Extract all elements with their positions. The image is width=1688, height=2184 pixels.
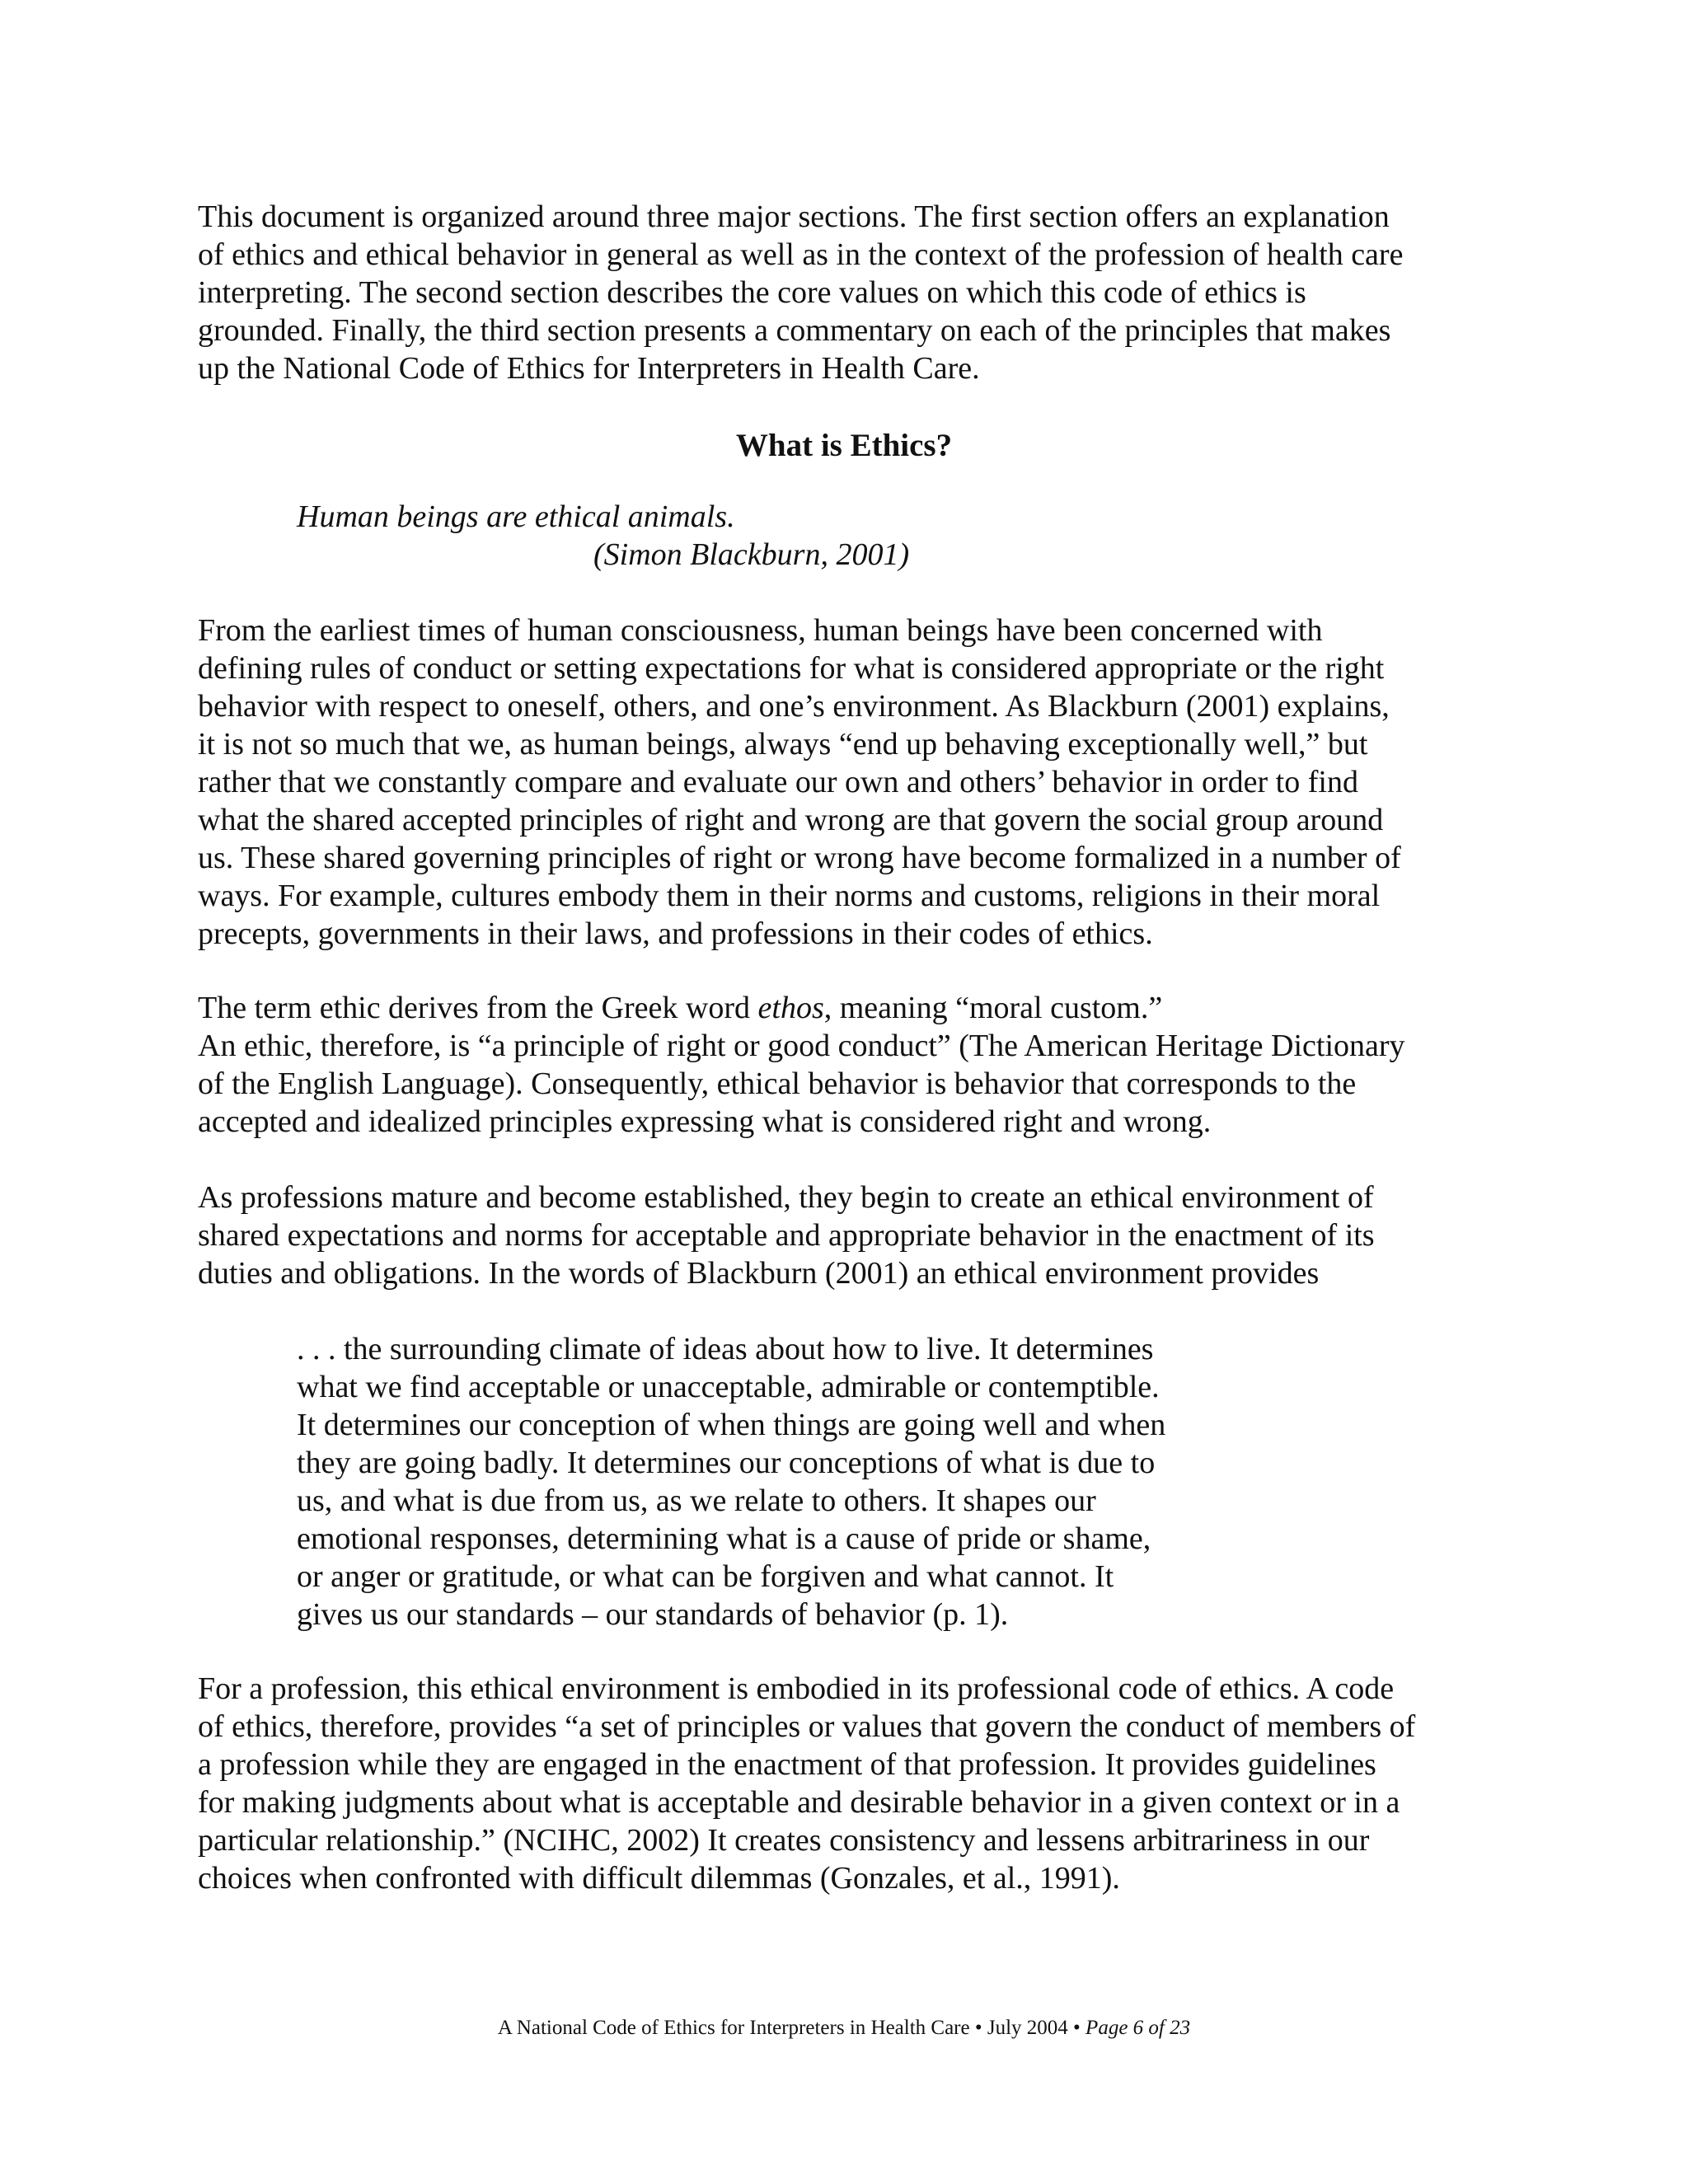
block-quote — [297, 1330, 1286, 1633]
text-line: behavior with respect to oneself, others, and one’s environment. As Blackburn (2001) explains, — [198, 689, 1390, 724]
text-line: defining rules of conduct or setting expectations for what is considered appropriate or the right — [198, 651, 1385, 686]
text-line: for making judgments about what is acceptable and desirable behavior in a given context or in a — [198, 1785, 1400, 1820]
text-line: This document is organized around three major sections. The first section offers an explanation — [198, 199, 1390, 234]
text-line: shared expectations and norms for acceptable and appropriate behavior in the enactment of its — [198, 1218, 1375, 1253]
text-line: of ethics, therefore, provides “a set of principles or values that govern the conduct of members of — [198, 1709, 1416, 1744]
page-number: Page 6 of 23 — [1085, 2017, 1191, 2039]
footer-text: A National Code of Ethics for Interpreters in Health Care • July 2004 • — [497, 2017, 1086, 2039]
text-line: For a profession, this ethical environment is embodied in its professional code of ethics. A code — [198, 1671, 1395, 1706]
code-paragraph — [198, 1670, 1517, 1897]
text-line: From the earliest times of human consciousness, human beings have been concerned with — [198, 613, 1323, 648]
quote-line: It determines our conception of when things are going well and when — [297, 1408, 1166, 1442]
term-line-start: The term ethic derives from the Greek word — [198, 991, 758, 1025]
text-line: up the National Code of Ethics for Interpreters in Health Care. — [198, 351, 980, 386]
text-line: accepted and idealized principles expressing what is considered right and wrong. — [198, 1104, 1212, 1139]
text-line: what the shared accepted principles of right and wrong are that govern the social group around — [198, 803, 1384, 837]
text-line: duties and obligations. In the words of Blackburn (2001) an ethical environment provides — [198, 1256, 1320, 1291]
text-line: An ethic, therefore, is “a principle of right or good conduct” (The American Heritage Dictionary — [198, 1029, 1405, 1063]
section-heading: What is Ethics? — [735, 428, 953, 463]
quote-line: us, and what is due from us, as we relate to others. It shapes our — [297, 1483, 1096, 1518]
quote-line: . . . the surrounding climate of ideas about how to live. It determines — [297, 1332, 1154, 1366]
professions-paragraph — [198, 1179, 1517, 1292]
text-line: ways. For example, cultures embody them in their norms and customs, religions in their moral — [198, 879, 1381, 913]
text-line: a profession while they are engaged in the enactment of that profession. It provides guidelines — [198, 1747, 1376, 1782]
epigraph-attribution: (Simon Blackburn, 2001) — [593, 537, 910, 572]
text-line: particular relationship.” (NCIHC, 2002) It creates consistency and lessens arbitrariness in our — [198, 1823, 1370, 1858]
text-line: As professions mature and become established, they begin to create an ethical environment of — [198, 1180, 1374, 1215]
text-line — [198, 989, 1517, 1027]
epigraph-quote: Human beings are ethical animals. — [297, 499, 735, 534]
quote-line: emotional responses, determining what is a cause of pride or shame, — [297, 1521, 1151, 1556]
history-paragraph — [198, 612, 1517, 953]
quote-line: or anger or gratitude, or what can be forgiven and what cannot. It — [297, 1559, 1114, 1594]
text-line: precepts, governments in their laws, and professions in their codes of ethics. — [198, 916, 1153, 951]
text-line: of ethics and ethical behavior in general as well as in the context of the profession of health care — [198, 237, 1404, 272]
intro-paragraph — [198, 198, 1517, 387]
quote-line: gives us our standards – our standards of behavior (p. 1). — [297, 1597, 1009, 1632]
text-line: of the English Language). Consequently, ethical behavior is behavior that corresponds to the — [198, 1066, 1357, 1101]
text-line: rather that we constantly compare and evaluate our own and others’ behavior in order to find — [198, 765, 1358, 799]
ethos-word: ethos — [757, 991, 824, 1025]
quote-line: they are going badly. It determines our conceptions of what is due to — [297, 1446, 1156, 1480]
text-line: us. These shared governing principles of right or wrong have become formalized in a number of — [198, 841, 1401, 875]
text-line: grounded. Finally, the third section presents a commentary on each of the principles that makes — [198, 313, 1391, 348]
term-paragraph — [198, 989, 1517, 1141]
quote-line: what we find acceptable or unacceptable, admirable or contemptible. — [297, 1370, 1160, 1404]
text-line: interpreting. The second section describes the core values on which this code of ethics is — [198, 275, 1306, 310]
text-line: choices when confronted with difficult dilemmas (Gonzales, et al., 1991). — [198, 1861, 1120, 1896]
text-line: it is not so much that we, as human beings, always “end up behaving exceptionally well,” but — [198, 727, 1368, 762]
term-line-end: , meaning “moral custom.” — [823, 991, 1163, 1025]
page-footer — [0, 2016, 1688, 2041]
